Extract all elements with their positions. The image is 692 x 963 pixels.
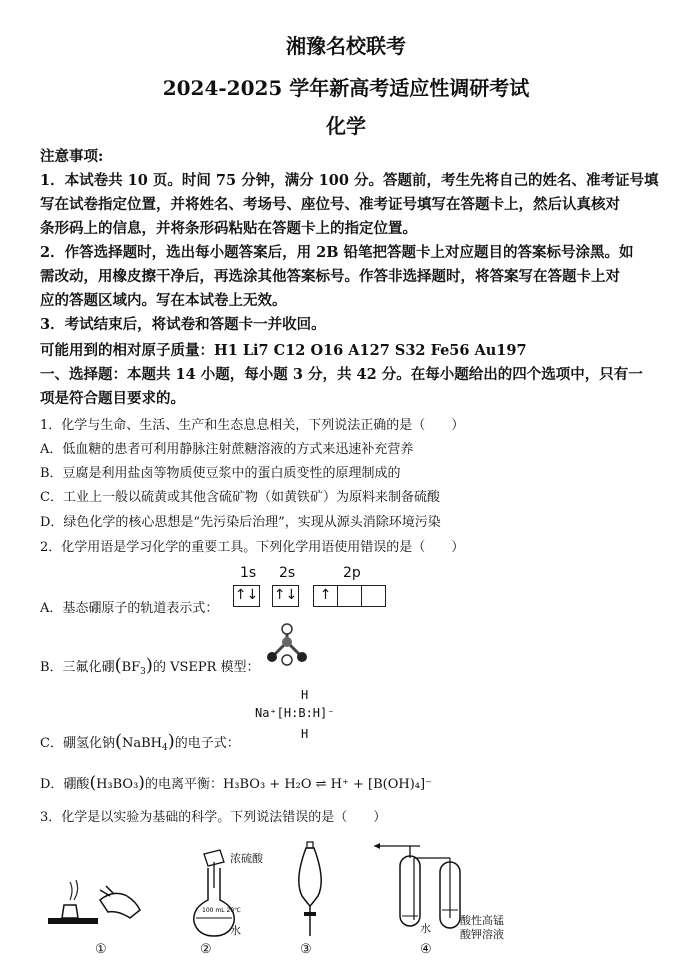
figure-3-caption: ③ [300, 942, 312, 957]
q2-b-subscript: 3 [140, 667, 146, 677]
note2-line1: 2．作答选择题时，选出每小题答案后，用 2B 铅笔把答题卡上对应题目的答案标号涂黑。如 [40, 244, 634, 261]
note1-line1: 1．本试卷共 10 页。时间 75 分钟，满分 100 分。答题前，考生先将自己的姓名、准考证号填 [40, 172, 659, 189]
q1-option-b: B．豆腐是利用盐卤等物质使豆浆中的蛋白质变性的原理制成的 [40, 466, 401, 481]
note1-line3: 条形码上的信息，并将条形码粘贴在答题卡上的指定位置。 [40, 220, 417, 237]
q2-d-equation: H₃BO₃ + H₂O ⇌ H⁺ + [B(OH)₄]⁻ [222, 777, 432, 792]
q2-d-formula: H₃BO₃ [96, 777, 139, 792]
q2-c-prefix: C．硼氢化钠 [40, 736, 115, 751]
q2-option-c: C．硼氢化钠(NaBH$_4$)的电子式： [40, 731, 240, 753]
figure-4-label-kmno4-2: 酸钾溶液 [460, 928, 504, 941]
figure-4-caption: ④ [420, 942, 432, 957]
figure-1-smelling-gas [40, 860, 160, 938]
q2-d-prefix: D．硼酸 [40, 777, 90, 792]
nabh4-electron-formula: Na⁺[H:B:H]⁻ [255, 706, 335, 720]
figure-3-separatory-funnel [290, 840, 330, 940]
orbital-box-2p-1: ↑ [313, 585, 338, 607]
q3-stem: 3．化学是以实验为基础的科学。下列说法错误的是（ ） [40, 810, 387, 825]
atomic-mass-line [40, 340, 527, 362]
q2-b-suffix: 的 VSEPR 模型： [152, 660, 260, 675]
orbital-label-1s: 1s [240, 565, 257, 581]
q1-option-d: D．绿色化学的核心思想是“先污染后治理”，实现从源头消除环境污染 [40, 515, 441, 530]
subject-title: 化学 [326, 114, 366, 138]
orbital-box-2s: ↑↓ [272, 585, 299, 607]
section1-line2: 项是符合题目要求的。 [40, 390, 185, 407]
q2-c-formula: NaBH [121, 736, 162, 751]
exam-title: 2024-2025 学年新高考适应性调研考试 [162, 76, 530, 100]
nabh4-electron-h-bottom: H [301, 727, 309, 741]
q1-stem: 1．化学与生命、生活、生产和生态息息相关，下列说法正确的是（ ） [40, 418, 465, 433]
orbital-box-2p-2 [337, 585, 362, 607]
q2-b-prefix: B．三氟化硼 [40, 660, 115, 675]
orbital-label-2s: 2s [279, 565, 296, 581]
q1-option-c: C．工业上一般以硫黄或其他含硫矿物（如黄铁矿）为原料来制备硫酸 [40, 490, 440, 505]
q2-b-formula: BF [121, 660, 141, 675]
nabh4-electron-h-top: H [301, 688, 309, 702]
notes-heading: 注意事项: [40, 148, 104, 165]
figure-2-label-conc-h2so4: 浓硫酸 [230, 852, 263, 865]
note1-line2: 写在试卷指定位置，并将姓名、考场号、座位号、准考证号填写在答题卡上，然后认真核对 [40, 196, 620, 213]
exam-body-title: 湘豫名校联考 [286, 34, 406, 58]
q2-option-a-text: A．基态硼原子的轨道表示式： [40, 601, 219, 616]
figure-2-label-water: 水 [230, 924, 241, 937]
atomic-mass-values: H1 Li7 C12 O16 A127 S32 Fe56 Au197 [214, 342, 527, 359]
note2-line3: 应的答题区域内。写在本试卷上无效。 [40, 292, 287, 309]
q2-stem: 2．化学用语是学习化学的重要工具。下列化学用语使用错误的是（ ） [40, 540, 465, 555]
q1-option-a: A．低血糖的患者可利用静脉注射蔗糖溶液的方式来迅速补充营养 [40, 442, 414, 457]
orbital-box-1s: ↑↓ [233, 585, 260, 607]
q2-c-subscript: 4 [162, 743, 168, 753]
figure-1-caption: ① [95, 942, 107, 957]
q2-option-d: D．硼酸(H₃BO₃)的电离平衡：H₃BO₃ + H₂O ⇌ H⁺ + [B(OH)₄]⁻ [40, 773, 432, 793]
note3: 3．考试结束后，将试卷和答题卡一并收回。 [40, 316, 326, 333]
orbital-box-2p-3 [361, 585, 386, 607]
figure-2-flask-label: 100 mL 20℃ [202, 907, 241, 914]
figure-4-label-water: 水 [420, 922, 431, 935]
q2-d-mid: 的电离平衡： [144, 777, 223, 792]
figure-2-caption: ② [200, 942, 212, 957]
orbital-label-2p: 2p [343, 565, 361, 581]
q2-option-b: B．三氟化硼$(BF_3)$的 VSEPR 模型： [40, 655, 260, 677]
q2-c-suffix: 的电子式： [174, 736, 240, 751]
bf3-vsepr-model [262, 622, 312, 670]
figure-4-label-kmno4-1: 酸性高锰 [460, 914, 504, 927]
atomic-mass-label: 可能用到的相对原子质量： [40, 342, 214, 359]
note2-line2: 需改动，用橡皮擦干净后，再选涂其他答案标号。作答非选择题时，将答案写在答题卡上对 [40, 268, 620, 285]
section1-line1: 一、选择题：本题共 14 小题，每小题 3 分，共 42 分。在每小题给出的四个选项中，只有一 [40, 366, 643, 383]
